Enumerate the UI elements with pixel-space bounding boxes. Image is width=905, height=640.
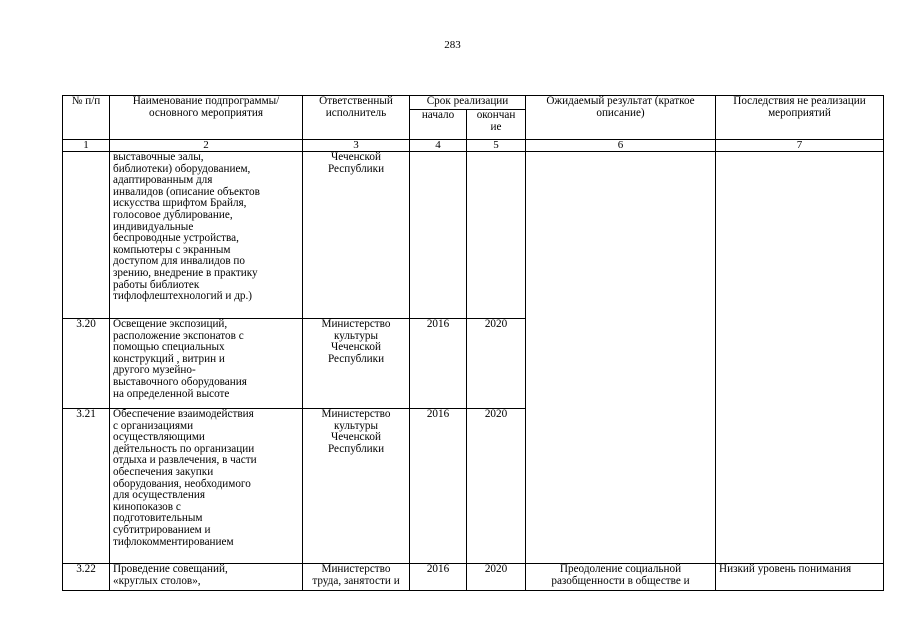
column-number: 6 <box>526 140 716 152</box>
page-number: 283 <box>444 39 461 51</box>
consequence: Низкий уровень понимания <box>716 564 884 591</box>
end-year: 2020 <box>467 564 526 591</box>
end-year: 2020 <box>467 319 526 409</box>
measure-name: Обеспечение взаимодействия с организациями осуществляющими дейтельность по организации отдыха и развлечения, в части обеспечения закупки оборудования, необходимого для осуществления кинопоказов с подготовительным субтитрированием и тифлокомментированием <box>110 409 303 564</box>
column-number: 1 <box>63 140 110 152</box>
row-number: 3.20 <box>63 319 110 409</box>
executor: Министерство труда, занятости и <box>303 564 410 591</box>
start-year: 2016 <box>410 564 467 591</box>
expected-result: Преодоление социальной разобщенности в обществе и <box>526 564 716 591</box>
row-number: 3.22 <box>63 564 110 591</box>
end-year <box>467 152 526 319</box>
executor: Министерство культуры Чеченской Республики <box>303 319 410 409</box>
header-start: начало <box>410 110 467 140</box>
end-year: 2020 <box>467 409 526 564</box>
column-number: 3 <box>303 140 410 152</box>
header-consequence: Последствия не реализации мероприятий <box>716 96 884 140</box>
expected-result <box>526 152 716 564</box>
start-year <box>410 152 467 319</box>
header-executor: Ответственный исполнитель <box>303 96 410 140</box>
table-row <box>63 564 884 591</box>
header-end: окончан ие <box>467 110 526 140</box>
header-result: Ожидаемый результат (краткое описание) <box>526 96 716 140</box>
column-number: 7 <box>716 140 884 152</box>
executor: Чеченской Республики <box>303 152 410 319</box>
measure-name: Освещение экспозиций, расположение экспонатов с помощью специальных конструкций , витрин и другого музейно- выставочного оборудования на определенной высоте <box>110 319 303 409</box>
column-number: 4 <box>410 140 467 152</box>
column-number: 5 <box>467 140 526 152</box>
row-number: 3.21 <box>63 409 110 564</box>
start-year: 2016 <box>410 409 467 564</box>
column-number-row <box>63 140 884 152</box>
consequence <box>716 152 884 564</box>
program-table <box>62 95 884 591</box>
header-name: Наименование подпрограммы/ основного мероприятия <box>110 96 303 140</box>
column-number: 2 <box>110 140 303 152</box>
table-row <box>63 152 884 319</box>
executor: Министерство культуры Чеченской Республики <box>303 409 410 564</box>
header-no: № п/п <box>63 96 110 140</box>
measure-name: Проведение совещаний, «круглых столов», <box>110 564 303 591</box>
row-number <box>63 152 110 319</box>
start-year: 2016 <box>410 319 467 409</box>
header-period: Срок реализации <box>410 96 526 110</box>
measure-name: выставочные залы, библиотеки) оборудованием, адаптированным для инвалидов (описание объектов искусства шрифтом Брайля, голосовое дублирование, индивидуальные беспроводные устройства, компьютеры с экранным доступом для инвалидов по зрению, внедрение в практику работы библиотек тифлофлештехнологий и др.) <box>110 152 303 319</box>
